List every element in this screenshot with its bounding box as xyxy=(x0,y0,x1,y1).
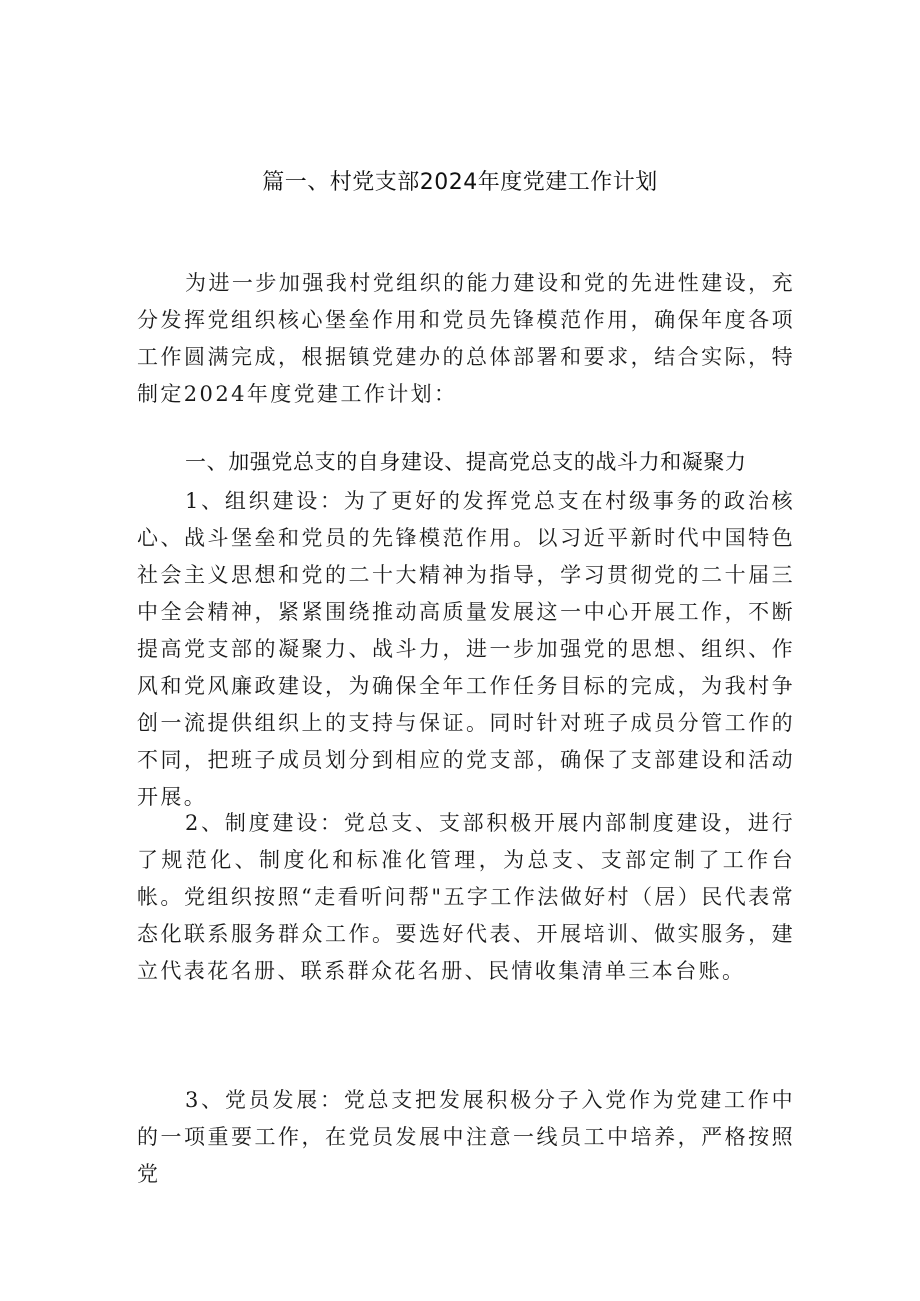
intro-paragraph: 为进一步加强我村党组织的能力建设和党的先进性建设，充分发挥党组织核心堡垒作用和党员先锋模范作用，确保年度各项工作圆满完成，根据镇党建办的总体部署和要求，结合实际，特制定2024年度党建工作计划： xyxy=(137,271,795,406)
document-title: 篇一、村党支部2024年度党建工作计划 xyxy=(262,170,658,195)
item-organization-building: 1、组织建设：为了更好的发挥党总支在村级事务的政治核心、战斗堡垒和党员的先锋模范作用。以习近平新时代中国特色社会主义思想和党的二十大精神为指导，学习贯彻党的二十届三中全会精神，紧紧围绕推动高质量发展这一中心开展工作，不断提高党支部的凝聚力、战斗力，进一步加强党的思想、组织、作风和党风廉政建设，为确保全年工作任务目标的完成，为我村争创一流提供组织上的支持与保证。同时针对班子成员分管工作的不同，把班子成员划分到相应的党支部，确保了支部建设和活动开展。 xyxy=(137,489,795,809)
section-heading-1: 一、加强党总支的自身建设、提高党总支的战斗力和凝聚力 xyxy=(185,450,747,474)
item-system-building: 2、制度建设：党总支、支部积极开展内部制度建设，进行了规范化、制度化和标准化管理，为总支、支部定制了工作台帐。党组织按照“走看听问帮"五字工作法做好村（居）民代表常态化联系服务群众工作。要选好代表、开展培训、做实服务，建立代表花名册、联系群众花名册、民情收集清单三本台账。 xyxy=(137,811,795,983)
item-member-development: 3、党员发展：党总支把发展积极分子入党作为党建工作中的一项重要工作，在党员发展中注意一线员工中培养，严格按照党 xyxy=(137,1088,795,1186)
